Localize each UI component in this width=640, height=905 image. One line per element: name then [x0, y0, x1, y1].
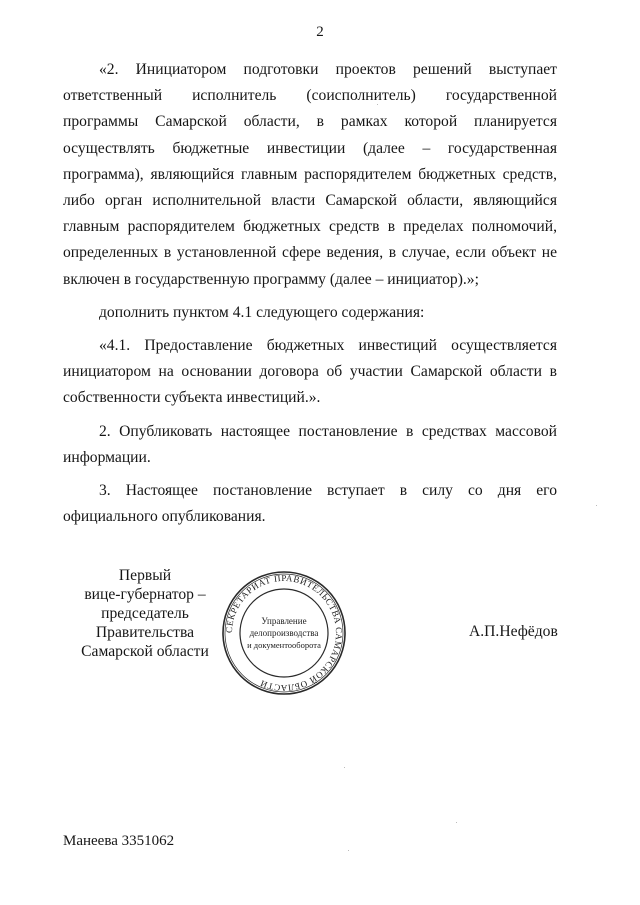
- signatory-title: [60, 566, 230, 661]
- svg-text:делопроизводства: делопроизводства: [249, 628, 319, 638]
- page-number: 2: [316, 24, 324, 40]
- paragraph-initiator: «2. Инициатором подготовки проектов решений выступает ответственный исполнитель (соисполнитель) государственной программы Самарской области, в рамках которой планируется осуществлять бюджетные инвестиции (далее – государственная программа), являющийся главным распорядителем бюджетных средств, либо орган исполнительной власти Самарской области, являющийся главным распорядителем бюджетных средств в пределах полномочий, определенных в установленной сфере ведения, в случае, если объект не включен в государственную программу (далее – инициатор).»;: [63, 61, 557, 288]
- signatory-title-line: председатель Правительства: [95, 605, 195, 641]
- paragraph-item-4-1: «4.1. Предоставление бюджетных инвестиций осуществляется инициатором на основании договора об участии Самарской области в собственности субъекта инвестиций.».: [63, 337, 557, 407]
- paragraph-publish: 2. Опубликовать настоящее постановление в средствах массовой информации.: [63, 422, 557, 466]
- executor-contact: Манеева 3351062: [63, 833, 175, 849]
- signatory-name: А.П.Нефёдов: [469, 623, 558, 640]
- signatory-title-line: Первый: [118, 567, 172, 584]
- signatory-title-line: Самарской области: [81, 643, 209, 660]
- svg-text:и документооборота: и документооборота: [247, 640, 321, 650]
- svg-text:Управление: Управление: [261, 616, 307, 626]
- official-seal-stamp: [221, 570, 347, 696]
- signatory-title-line: вице-губернатор –: [84, 586, 206, 603]
- document-body: [63, 57, 557, 537]
- paragraph-amendment-intro: дополнить пунктом 4.1 следующего содержания:: [99, 303, 425, 321]
- svg-text:СЕКРЕТАРИАТ ПРАВИТЕЛЬСТВА САМА: СЕКРЕТАРИАТ ПРАВИТЕЛЬСТВА САМАРСКОЙ ОБЛАСТИ: [223, 572, 345, 694]
- paragraph-effective: 3. Настоящее постановление вступает в силу со дня его официального опубликования.: [63, 482, 557, 526]
